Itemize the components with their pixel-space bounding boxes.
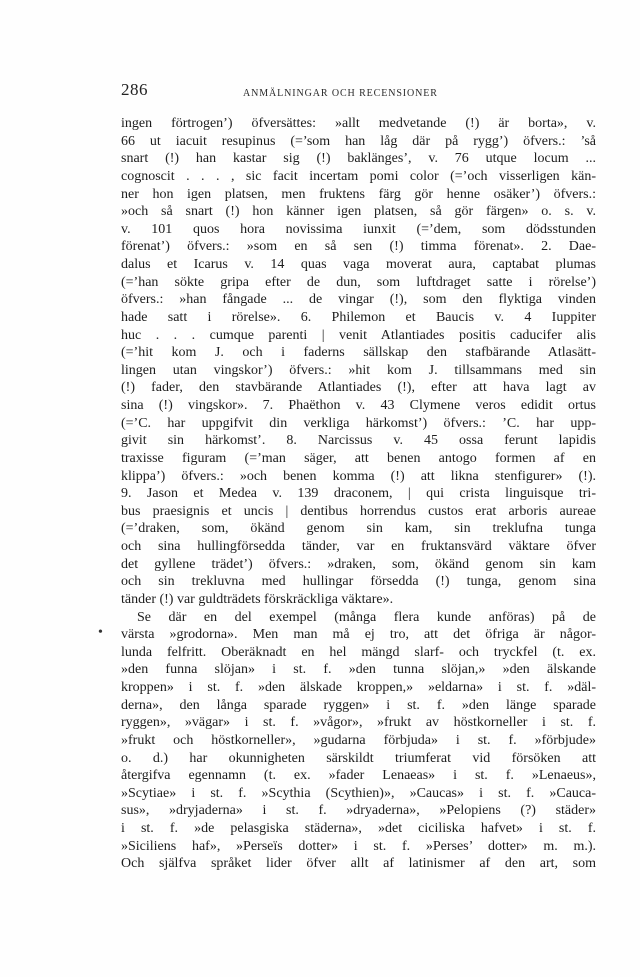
body-text xyxy=(121,115,596,873)
text-line: lunda felfritt. Oberäknadt en hel mängd slarf- och tryckfel (t. ex. xyxy=(121,644,596,660)
text-line: lingen utan vingskor’) öfvers.: »hit kom J. tillsammans med sin xyxy=(121,362,596,378)
text-line: (=’C. har uppgifvit din verkliga härkomst’) öfvers.: ’C. har upp- xyxy=(121,415,596,431)
text-line: Och själfva språket lider öfver allt af latinismer af den art, som xyxy=(121,856,596,872)
page-number: 286 xyxy=(121,80,148,99)
text-line: »Siciliens haf», »Perseïs dotter» i st. f. »Perses’ dotter» m. m.). xyxy=(121,838,596,854)
text-line: förenat’) öfvers.: »som en så sen (!) timma förenat». 2. Dae- xyxy=(121,239,596,255)
text-line: och sin trekluvna med hullingar försedda (!) tunga, genom sina xyxy=(121,574,596,590)
text-line: kroppen» i st. f. »den älskade kroppen,» »eldarna» i st. f. »däl- xyxy=(121,680,596,695)
text-line: (=’draken, som, ökänd genom sin kam, sin treklufna tunga xyxy=(121,521,596,537)
text-line: snart (!) han kastar sig (!) baklänges’, v. 76 utque locum ... xyxy=(121,151,596,167)
text-line: huc . . . cumque parenti | venit Atlantiades positis caducifer alis xyxy=(121,327,596,343)
text-line: hade satt i rörelse». 6. Philemon et Baucis v. 4 Iuppiter xyxy=(121,309,596,325)
text-line: cognoscit . . . , sic facit incertam pomi color (=’och visserligen kän- xyxy=(121,168,596,184)
text-line: ner hon igen platsen, men fruktens färg gör henne osäker’) öfvers.: xyxy=(121,186,596,202)
text-line: öfvers.: »han fångade ... de vingar (!), som den flyktiga vinden xyxy=(121,292,596,308)
text-line: (=’han sökte gripa efter de dun, som luftdraget satte i rörelse’) xyxy=(121,274,596,290)
text-line: i st. f. »de pelasgiska städerna», »det ciciliska hafvet» i st. f. xyxy=(121,821,596,836)
text-line: »frukt och höstkorneller», »gudarna förbjuda» i st. f. »förbjude» xyxy=(121,732,596,748)
text-line: återgifva egennamn (t. ex. »fader Lenaeas» i st. f. »Lenaeus», xyxy=(121,768,596,784)
text-line: derna», den långa sparade ryggen» i st. f. »den länge sparade xyxy=(121,697,596,713)
text-line: (!) fader, den stavbärande Atlantiades (!), efter att hava lagt av xyxy=(121,380,596,396)
text-line: o. d.) har okunnigheten särskildt triumferat vid försöken att xyxy=(121,750,596,766)
text-line: 9. Jason et Medea v. 139 draconem, | qui crista linguisque tri- xyxy=(121,486,596,502)
text-line: värsta »grodorna». Men man må ej tro, att det öfriga är någor- xyxy=(121,627,596,643)
text-line: ryggen», »vägar» i st. f. »vågor», »frukt av höstkorneller i st. f. xyxy=(121,715,596,731)
text-line: tänder (!) var guldträdets förskräckliga väktare». xyxy=(121,591,394,607)
text-line: och sina hullingförsedda tänder, var en fruktansvärd väktare öfver xyxy=(121,539,596,554)
paragraph-start-line: Se där en del exempel (många flera kunde anföras) på de xyxy=(137,609,596,625)
text-line: »Scytiae» i st. f. »Scythia (Scythien)», »Caucas» i st. f. »Cauca- xyxy=(121,785,596,801)
text-line: ingen förtrogen’) öfversättes: »allt medvetande (!) är borta», v. xyxy=(121,116,596,131)
text-line: givit sin härkomst’. 8. Narcissus v. 45 ossa ferunt lapidis xyxy=(121,433,596,449)
text-line: sina (!) vingskor». 7. Phaëthon v. 43 Clymene veros edidit ortus xyxy=(121,398,596,413)
text-line: det gyllene trädet’) öfvers.: »draken, som, ökänd genom sin kam xyxy=(121,556,596,572)
text-line: 66 ut iacuit resupinus (=’som han låg där på rygg’) öfvers.: ’så xyxy=(121,133,596,149)
text-line: »och så snart (!) hon känner igen platsen, så gör färgen» o. s. v. xyxy=(121,204,596,220)
text-line: (=’hit kom J. och i faderns sällskap den stafbärande Atlasätt- xyxy=(121,345,596,361)
running-head: ANMÄLNINGAR OCH RECENSIONER xyxy=(243,88,438,99)
text-line: sus», »dryjaderna» i st. f. »dryaderna», »Pelopiens (?) städer» xyxy=(121,803,596,819)
text-line: dalus et Icarus v. 14 quas vaga moverat aura, captabat plumas xyxy=(121,257,596,272)
text-line: klippa’) öfvers.: »och benen komma (!) att likna stenfigurer» (!). xyxy=(121,468,596,484)
text-line: traxisse figuram (=’man säger, att benen antogo formen af en xyxy=(121,450,596,466)
text-line: bus praesignis et uncis | dentibus horrendus custos erat arboris aureae xyxy=(121,503,596,519)
text-line: v. 101 quos hora novissima iunxit (=’dem, som dödsstunden xyxy=(121,221,596,237)
text-line: »den funna slöjan» i st. f. »den tunna slöjan,» »den älskande xyxy=(121,662,596,678)
margin-dot-mark: • xyxy=(98,625,103,640)
